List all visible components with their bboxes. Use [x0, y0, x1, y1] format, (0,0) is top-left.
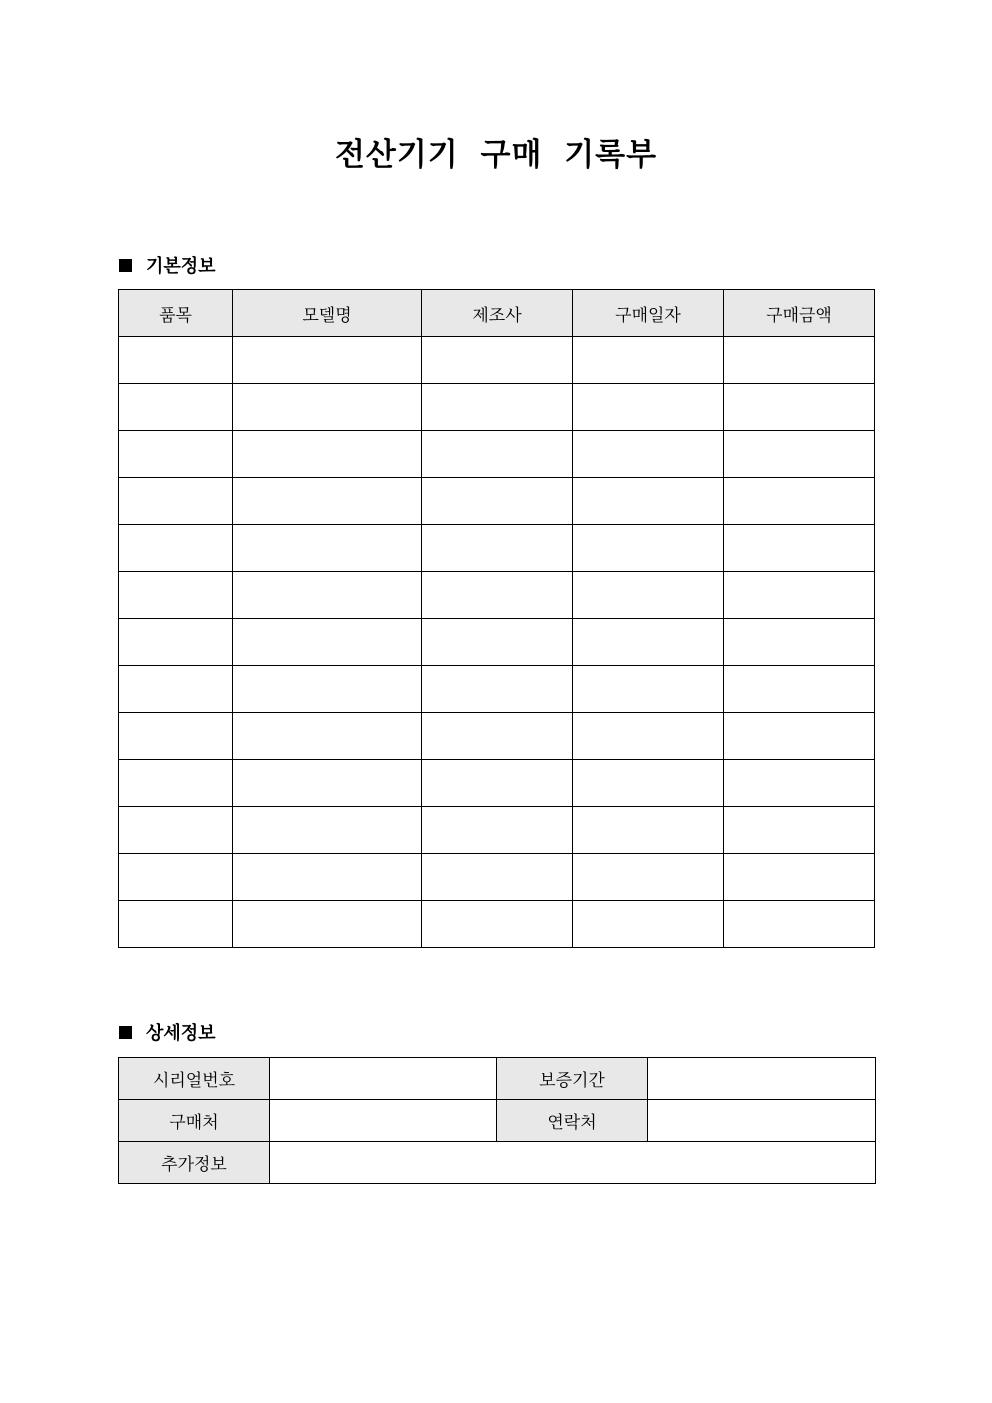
manufacturer-cell[interactable] [422, 572, 573, 619]
table-row [119, 525, 875, 572]
purchase-date-cell[interactable] [573, 572, 724, 619]
purchase-amount-cell[interactable] [724, 619, 875, 666]
manufacturer-cell[interactable] [422, 713, 573, 760]
contact-label: 연락처 [497, 1100, 648, 1142]
manufacturer-cell[interactable] [422, 478, 573, 525]
model-cell[interactable] [233, 854, 422, 901]
item-cell[interactable] [119, 666, 233, 713]
square-bullet-icon [119, 1026, 132, 1039]
purchase-date-cell[interactable] [573, 666, 724, 713]
item-cell[interactable] [119, 854, 233, 901]
model-cell[interactable] [233, 807, 422, 854]
document-title: 전산기기 구매 기록부 [334, 137, 658, 173]
table-row [119, 337, 875, 384]
table-row [119, 384, 875, 431]
serial-number-label: 시리얼번호 [119, 1058, 270, 1100]
table-row [119, 431, 875, 478]
manufacturer-cell[interactable] [422, 431, 573, 478]
detail-info-heading-label: 상세정보 [146, 1023, 216, 1044]
purchase-date-cell[interactable] [573, 384, 724, 431]
column-header-model: 모델명 [233, 290, 422, 337]
basic-info-body [119, 337, 875, 948]
purchase-date-cell[interactable] [573, 713, 724, 760]
model-cell[interactable] [233, 384, 422, 431]
model-cell[interactable] [233, 713, 422, 760]
model-cell[interactable] [233, 901, 422, 948]
item-cell[interactable] [119, 384, 233, 431]
table-row [119, 760, 875, 807]
purchase-date-cell[interactable] [573, 337, 724, 384]
table-row [119, 854, 875, 901]
table-row [119, 572, 875, 619]
purchase-amount-cell[interactable] [724, 666, 875, 713]
detail-info-table [118, 1057, 876, 1184]
table-row [119, 807, 875, 854]
detail-row-vendor [119, 1100, 876, 1142]
manufacturer-cell[interactable] [422, 337, 573, 384]
basic-info-heading [119, 253, 216, 277]
vendor-field[interactable] [270, 1100, 497, 1142]
table-row [119, 619, 875, 666]
column-header-purchase-amount: 구매금액 [724, 290, 875, 337]
purchase-amount-cell[interactable] [724, 478, 875, 525]
model-cell[interactable] [233, 337, 422, 384]
purchase-amount-cell[interactable] [724, 760, 875, 807]
warranty-period-field[interactable] [648, 1058, 876, 1100]
item-cell[interactable] [119, 619, 233, 666]
purchase-amount-cell[interactable] [724, 525, 875, 572]
purchase-date-cell[interactable] [573, 478, 724, 525]
model-cell[interactable] [233, 666, 422, 713]
contact-field[interactable] [648, 1100, 876, 1142]
purchase-amount-cell[interactable] [724, 572, 875, 619]
model-cell[interactable] [233, 760, 422, 807]
manufacturer-cell[interactable] [422, 666, 573, 713]
item-cell[interactable] [119, 807, 233, 854]
purchase-date-cell[interactable] [573, 525, 724, 572]
purchase-date-cell[interactable] [573, 760, 724, 807]
table-row [119, 478, 875, 525]
detail-info-heading [119, 1020, 216, 1044]
manufacturer-cell[interactable] [422, 384, 573, 431]
item-cell[interactable] [119, 572, 233, 619]
purchase-date-cell[interactable] [573, 854, 724, 901]
item-cell[interactable] [119, 713, 233, 760]
purchase-amount-cell[interactable] [724, 807, 875, 854]
model-cell[interactable] [233, 525, 422, 572]
table-row [119, 901, 875, 948]
basic-info-header-row [119, 290, 875, 337]
purchase-amount-cell[interactable] [724, 384, 875, 431]
manufacturer-cell[interactable] [422, 619, 573, 666]
purchase-date-cell[interactable] [573, 431, 724, 478]
manufacturer-cell[interactable] [422, 525, 573, 572]
item-cell[interactable] [119, 431, 233, 478]
purchase-amount-cell[interactable] [724, 713, 875, 760]
manufacturer-cell[interactable] [422, 760, 573, 807]
table-row [119, 666, 875, 713]
model-cell[interactable] [233, 572, 422, 619]
purchase-date-cell[interactable] [573, 901, 724, 948]
column-header-item: 품목 [119, 290, 233, 337]
basic-info-table [118, 289, 875, 948]
purchase-amount-cell[interactable] [724, 337, 875, 384]
purchase-amount-cell[interactable] [724, 431, 875, 478]
manufacturer-cell[interactable] [422, 854, 573, 901]
item-cell[interactable] [119, 337, 233, 384]
model-cell[interactable] [233, 619, 422, 666]
warranty-period-label: 보증기간 [497, 1058, 648, 1100]
purchase-date-cell[interactable] [573, 619, 724, 666]
basic-info-heading-label: 기본정보 [146, 256, 216, 277]
extra-info-label: 추가정보 [119, 1142, 270, 1184]
model-cell[interactable] [233, 431, 422, 478]
serial-number-field[interactable] [270, 1058, 497, 1100]
manufacturer-cell[interactable] [422, 901, 573, 948]
item-cell[interactable] [119, 760, 233, 807]
item-cell[interactable] [119, 478, 233, 525]
item-cell[interactable] [119, 525, 233, 572]
column-header-manufacturer: 제조사 [422, 290, 573, 337]
detail-row-extra [119, 1142, 876, 1184]
extra-info-field[interactable] [270, 1142, 876, 1184]
column-header-purchase-date: 구매일자 [573, 290, 724, 337]
item-cell[interactable] [119, 901, 233, 948]
vendor-label: 구매처 [119, 1100, 270, 1142]
purchase-amount-cell[interactable] [724, 901, 875, 948]
manufacturer-cell[interactable] [422, 807, 573, 854]
model-cell[interactable] [233, 478, 422, 525]
square-bullet-icon [119, 259, 132, 272]
detail-row-serial [119, 1058, 876, 1100]
purchase-amount-cell[interactable] [724, 854, 875, 901]
table-row [119, 713, 875, 760]
purchase-date-cell[interactable] [573, 807, 724, 854]
